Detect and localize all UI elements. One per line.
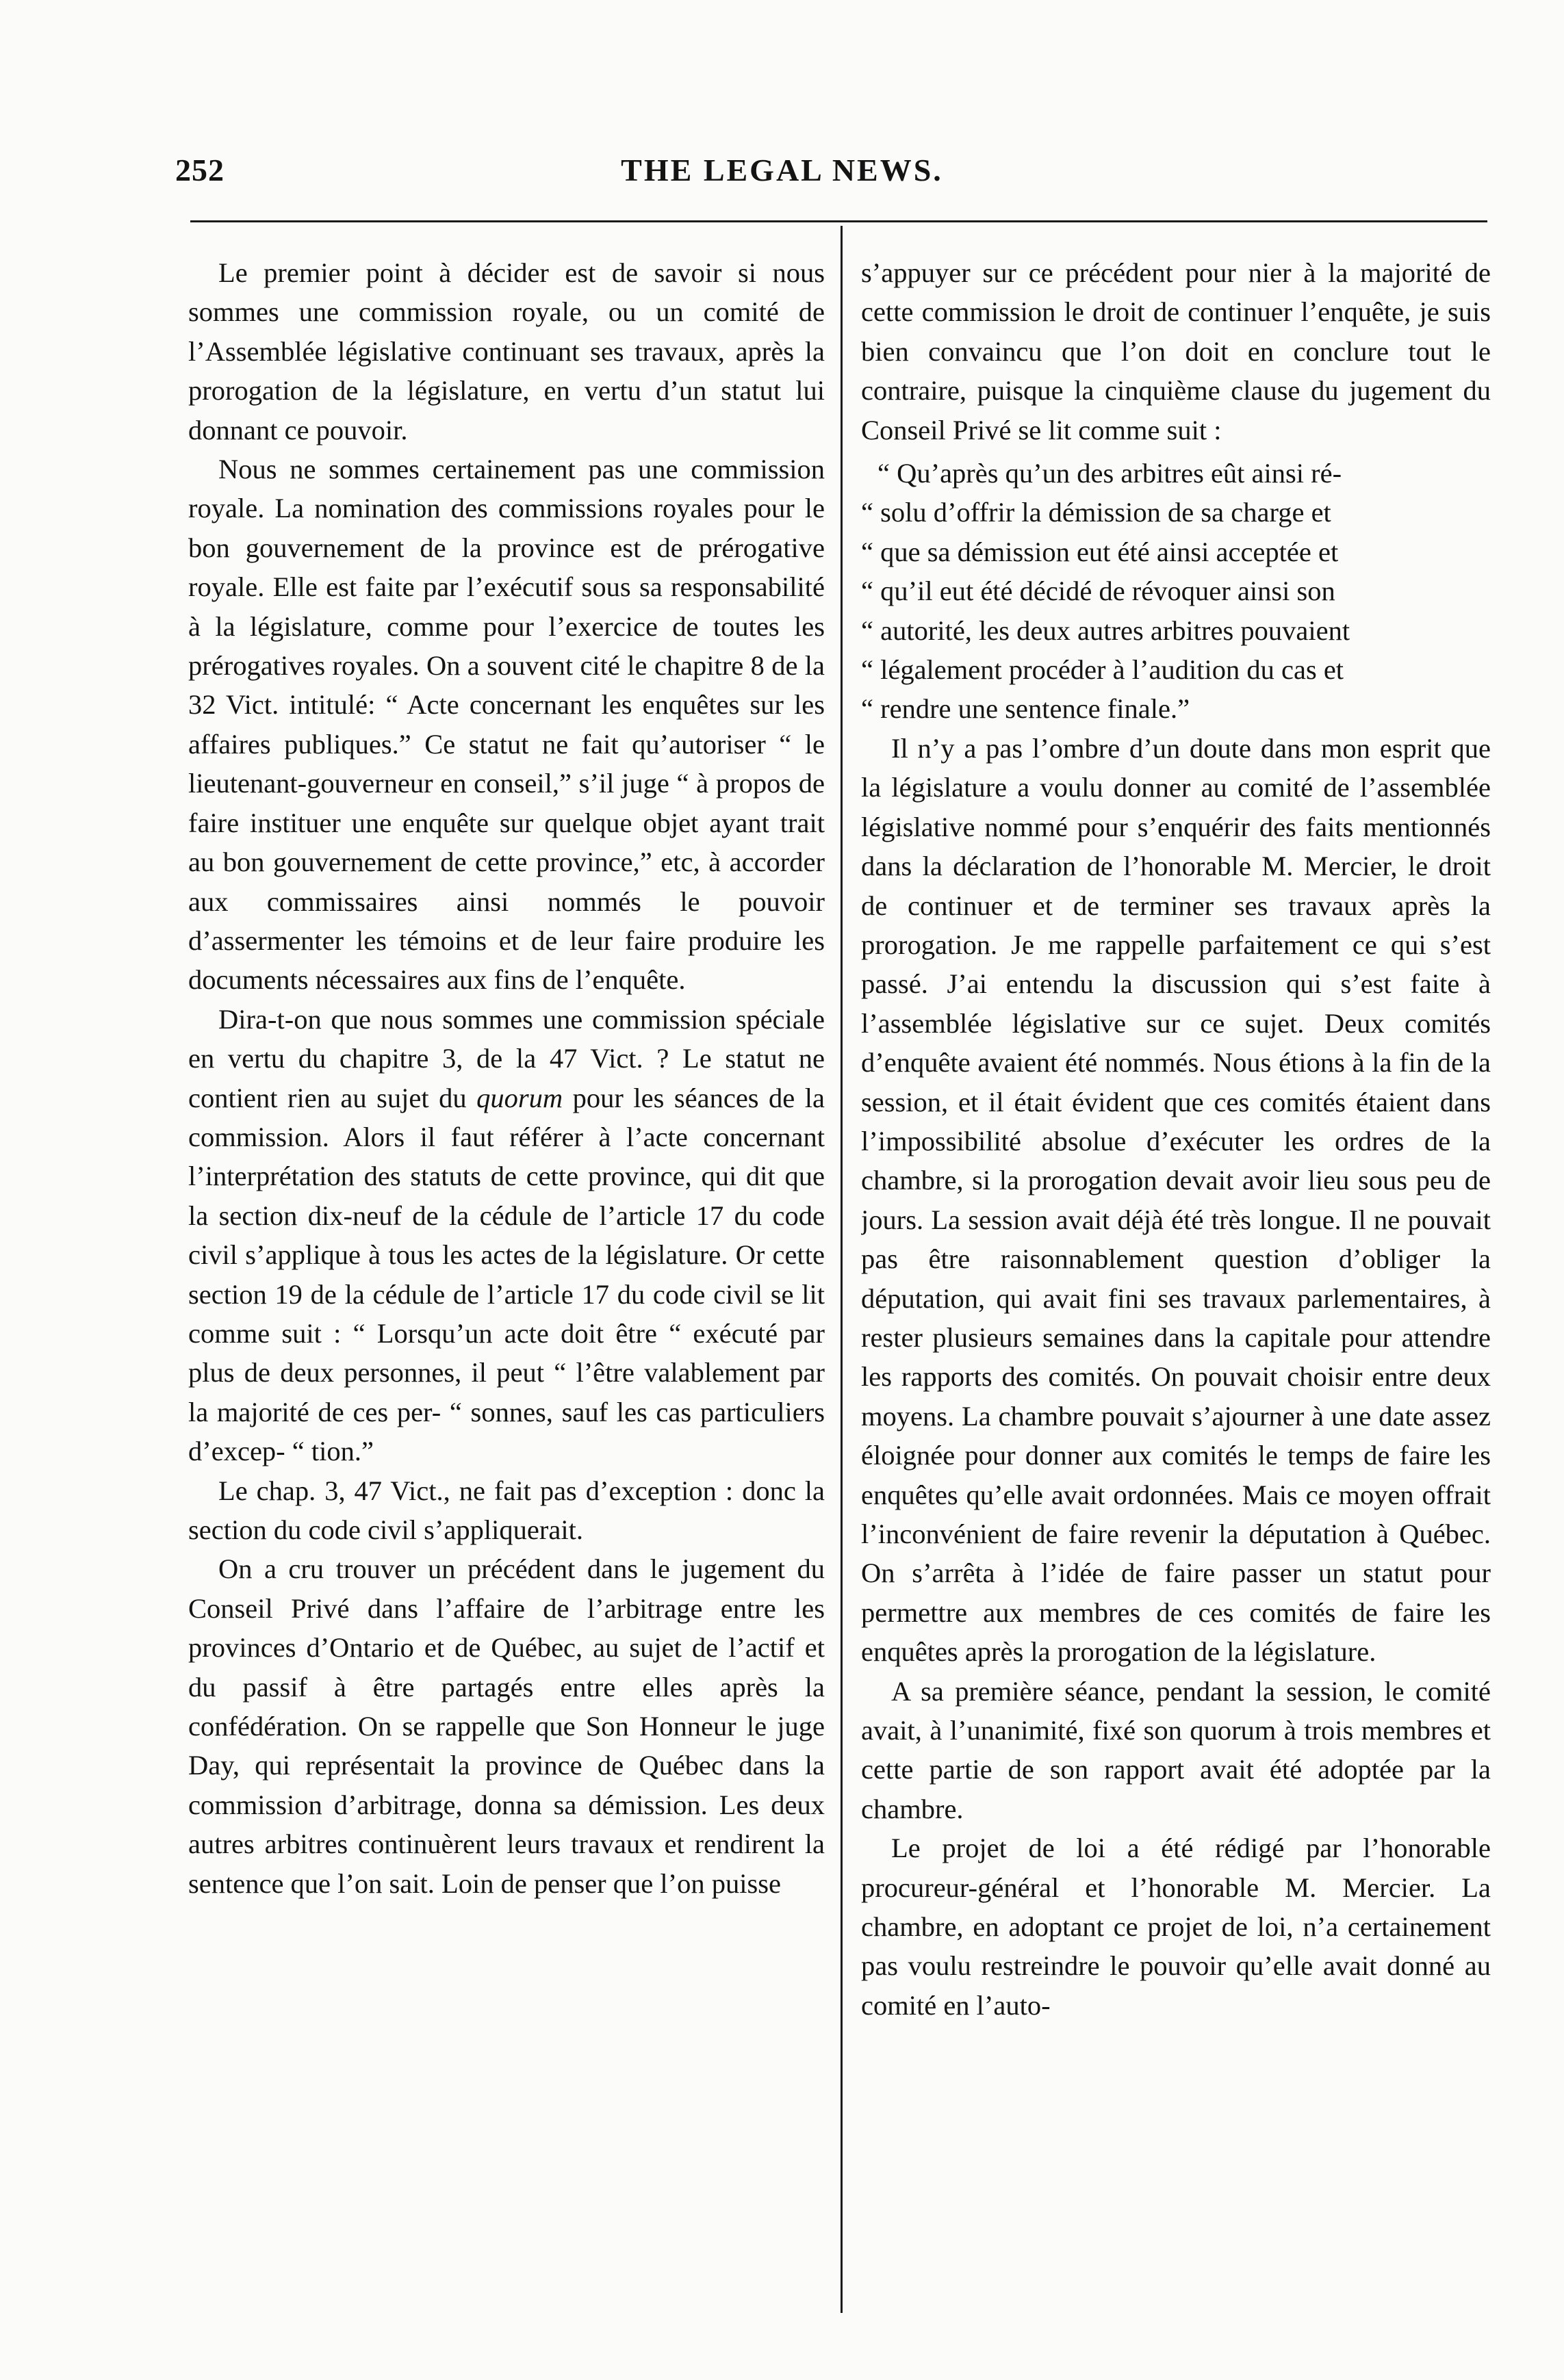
quote-line: “ autorité, les deux autres arbitres pouvaient: [861, 615, 1350, 646]
paragraph: Il n’y a pas l’ombre d’un doute dans mon esprit que la législature a voulu donner au comité de l’assemblée législative nommé pour s’enquérir des faits mentionnés dans la déclaration de l’honorable M. Mercier, le droit de continuer et de terminer ses travaux après la prorogation. Je me rappelle parfaitement ce qui s’est passé. J’ai entendu la discussion qui s’est faite à l’assemblée législative sur ce sujet. Deux comités d’enquête avaient été nommés. Nous étions à la fin de la session, et il était évident que ces comités étaient dans l’impossibilité absolue d’exécuter les ordres de la chambre, si la prorogation devait avoir lieu sous peu de jours. La session avait déjà été très longue. Il ne pouvait pas être raisonnablement question d’obliger la députation, qui avait fini ses travaux parlementaires, à rester plusieurs semaines dans la capitale pour attendre les rapports des comités. On pouvait choisir entre deux moyens. La chambre pouvait s’ajourner à une date assez éloignée pour donner aux comités le temps de faire les enquêtes qu’elle avait ordonnées. Mais ce moyen offrait l’inconvénient de faire revenir la députation à Québec. On s’arrêta à l’idée de faire passer un statut pour permettre aux membres de ces comités de faire les enquêtes après la prorogation de la législature.: [861, 732, 1491, 1668]
paragraph: Le chap. 3, 47 Vict., ne fait pas d’exception : donc la section du code civil s’appliquerait.: [188, 1475, 825, 1545]
paragraph: Nous ne sommes certainement pas une commission royale. La nomination des commissions royales pour le bon gouvernement de la province est de prérogative royale. Elle est faite par l’exécutif sous sa responsabilité à la législature, comme pour l’exercice de toutes les prérogatives royales. On a souvent cité le chapitre 8 de la 32 Vict. intitulé: “ Acte concernant les enquêtes sur les affaires publiques.” Ce statut ne fait qu’autoriser “ le lieutenant-gouverneur en conseil,” s’il juge “ à propos de faire instituer une enquête sur quelque objet ayant trait au bon gouvernement de cette province,” etc, à accorder aux commissaires ainsi nommés le pouvoir d’assermenter les témoins et de leur faire produire les documents nécessaires aux fins de l’enquête.: [188, 454, 825, 996]
left-column: [188, 253, 825, 2299]
column-divider: [841, 226, 843, 2313]
paragraph: Le projet de loi a été rédigé par l’honorable procureur-général et l’honorable M. Mercier. La chambre, en adoptant ce projet de loi, n’a certainement pas voulu restreindre le pouvoir qu’elle avait donné au comité en l’auto-: [861, 1833, 1491, 2021]
paragraph: A sa première séance, pendant la session, le comité avait, à l’unanimité, fixé son quorum à trois membres et cette partie de son rapport avait été adoptée par la chambre.: [861, 1675, 1491, 1824]
text-run: Dira-t-on que nous sommes une commission spéciale en vertu du chapitre 3, de la 47 Vict. ? Le statut ne contient rien au sujet du: [188, 1003, 825, 1113]
quote-line: “ qu’il eut été décidé de révoquer ainsi son: [861, 575, 1335, 607]
running-head-title: THE LEGAL NEWS.: [621, 153, 943, 187]
quote-line: “ que sa démission eut été ainsi acceptée et: [861, 536, 1339, 567]
italic-term: quorum: [476, 1082, 563, 1113]
page-number: 252: [175, 153, 225, 187]
header-rule: [190, 220, 1487, 222]
paragraph: [188, 1000, 825, 1471]
quote-line: “ solu d’offrir la démission de sa charge et: [861, 497, 1331, 528]
block-quote: [861, 454, 1491, 729]
quote-line: “ légalement procéder à l’audition du cas et: [861, 654, 1344, 686]
quote-line: “ Qu’après qu’un des arbitres eût ainsi ré-: [877, 458, 1342, 489]
paragraph-continued: s’appuyer sur ce précédent pour nier à la majorité de cette commission le droit de continuer l’enquête, je suis bien convaincu que l’on doit en conclure tout le contraire, puisque la cinquième clause du jugement du Conseil Privé se lit comme suit :: [861, 257, 1491, 445]
paragraph: On a cru trouver un précédent dans le jugement du Conseil Privé dans l’affaire de l’arbitrage entre les provinces d’Ontario et de Québec, au sujet de l’actif et du passif à être partagés entre elles après la confédération. On se rappelle que Son Honneur le juge Day, qui représentait la province de Québec dans la commission d’arbitrage, donna sa démission. Les deux autres arbitres continuèrent leurs travaux et rendirent la sentence que l’on sait. Loin de penser que l’on puisse: [188, 1553, 825, 1899]
right-column: [861, 253, 1491, 2299]
text-run: pour les séances de la commission. Alors il faut référer à l’acte concernant l’interprétation des statuts de cette province, qui dit que la section dix-neuf de la cédule de l’article 17 du code civil s’applique à tous les actes de la législature. Or cette section 19 de la cédule de l’article 17 du code civil se lit comme suit : “ Lorsqu’un acte doit être “ exécuté par plus de deux personnes, il peut “ l’être valablement par la majorité de ces per- “ sonnes, sauf les cas particuliers d’excep- “ tion.”: [188, 1082, 825, 1467]
quote-line: “ rendre une sentence finale.”: [861, 693, 1190, 725]
paragraph: Le premier point à décider est de savoir si nous sommes une commission royale, ou un comité de l’Assemblée législative continuant ses travaux, après la prorogation de la législature, en vertu d’un statut lui donnant ce pouvoir.: [188, 257, 825, 445]
